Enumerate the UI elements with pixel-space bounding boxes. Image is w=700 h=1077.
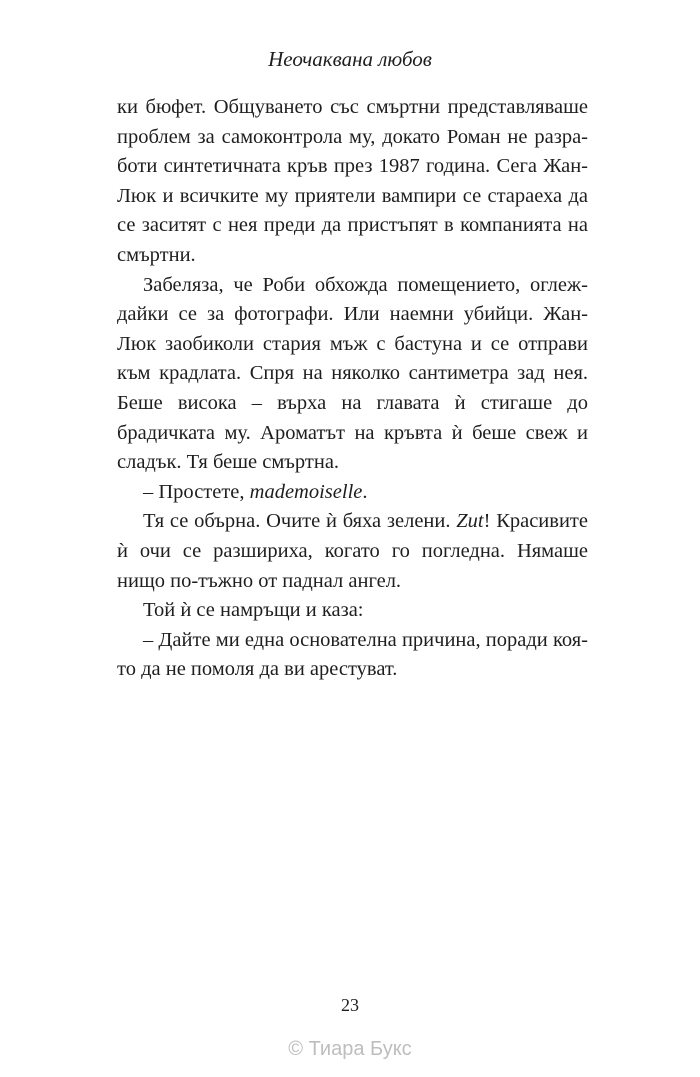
paragraph-3-italic: mademoiselle <box>249 480 363 503</box>
running-header: Неочаквана любов <box>268 47 432 71</box>
paragraph-3-text-after: . <box>362 480 368 503</box>
copyright-watermark: © Тиара Букс <box>288 1038 412 1060</box>
paragraph-3 <box>117 478 588 508</box>
paragraph-4-text-before: Тя се обърна. Очите ѝ бяха зелени. <box>143 510 457 533</box>
page-number: 23 <box>341 995 359 1015</box>
paragraph-2: Забеляза, че Роби обхожда помещението, оглеждайки се за фотографи. Или наемни убийци. Жан-Люк заобиколи стария мъж с бастуна и се отправи към крадлата. Спря на няколко сантиметра зад нея. Беше висока – върха на главата ѝ стигаше до брадичката му. Ароматът на кръвта ѝ беше свеж и сладък. Тя беше смъртна. <box>117 273 588 474</box>
paragraph-5: Той ѝ се намръщи и каза: <box>143 599 364 622</box>
paragraph-4 <box>117 507 588 596</box>
paragraph-3-text-before: – Простете, <box>143 480 250 503</box>
paragraph-6: – Дайте ми една основателна причина, поради която да не помоля да ви арестуват. <box>117 628 588 681</box>
paragraph-4-italic: Zut <box>456 510 484 533</box>
body-text <box>117 93 588 685</box>
paragraph-4-text-after: ! Красивите ѝ очи се разшириха, когато го погледна. Нямаше нищо по-тъжно от паднал ангел. <box>117 510 588 592</box>
paragraph-1: ки бюфет. Общуването със смъртни представляваше проблем за самоконтрола му, докато Роман не разработи синтетичната кръв през 1987 година. Сега Жан-Люк и всичките му приятели вампири се стараеха да се заситят с нея преди да пристъпят в компанията на смъртни. <box>117 96 588 266</box>
